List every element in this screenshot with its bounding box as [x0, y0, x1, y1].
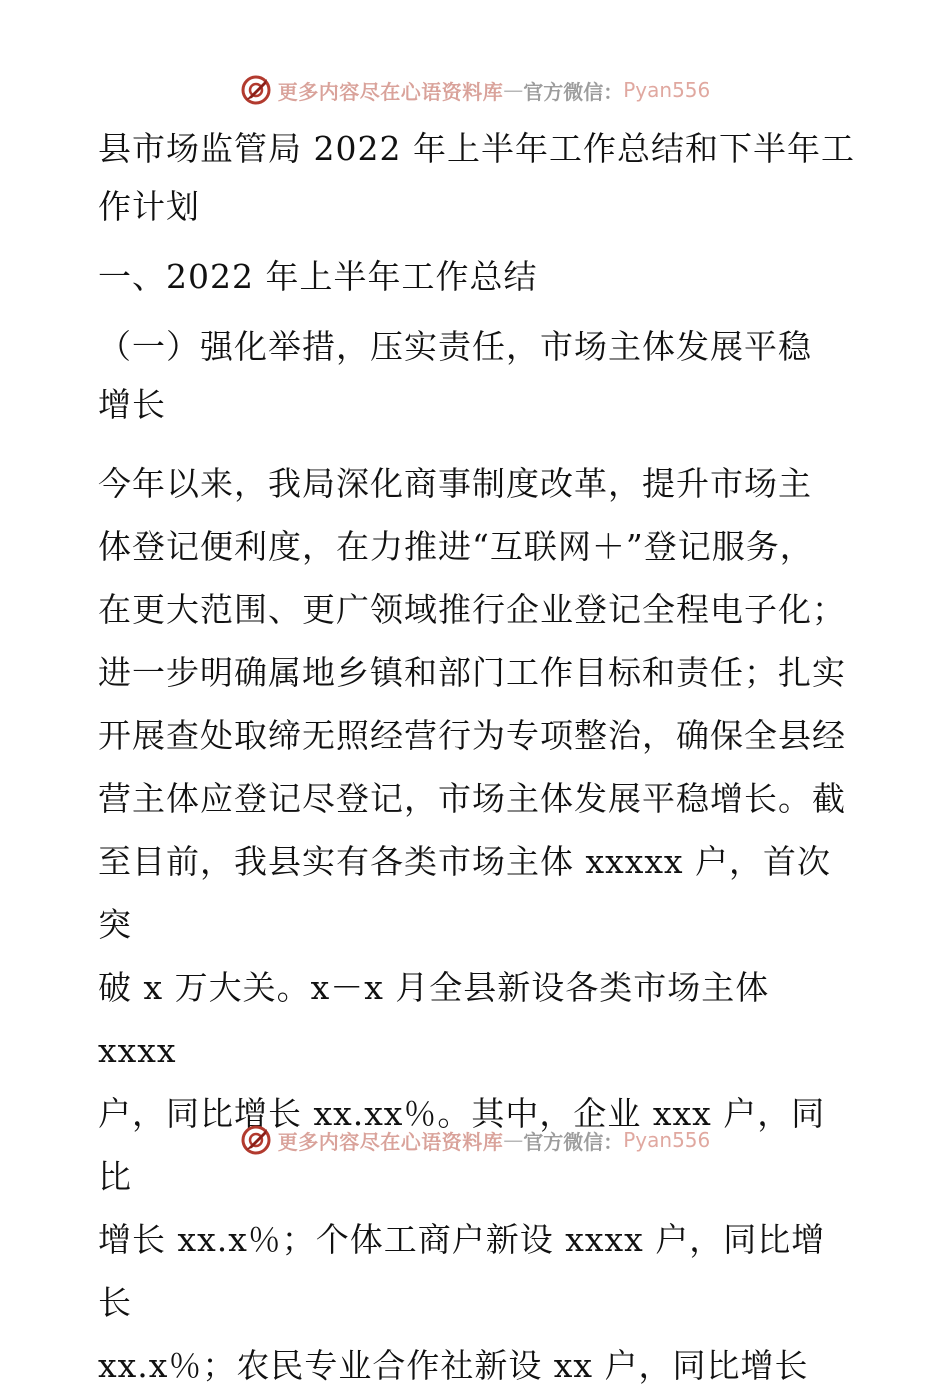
paragraph-line: 进一步明确属地乡镇和部门工作目标和责任；扎实 — [98, 653, 846, 692]
paragraph-line: 在更大范围、更广领域推行企业登记全程电子化； — [98, 590, 846, 629]
watermark-logo-icon — [240, 1124, 272, 1156]
watermark-main-text: 更多内容尽在心语资料库 — [277, 1129, 504, 1154]
document-title — [98, 120, 858, 236]
watermark-main-text: 更多内容尽在心语资料库 — [277, 79, 504, 104]
watermark-wechat-id: Pyan556 — [623, 78, 711, 102]
watermark-footer — [0, 1120, 950, 1160]
watermark-separator: — — [503, 78, 524, 102]
paragraph-line: 今年以来，我局深化商事制度改革，提升市场主 — [98, 464, 812, 503]
document-body — [98, 120, 858, 1397]
paragraph-line: 户，同比增长 xx.xx％。其中，企业 xxx 户，同比 — [98, 1094, 826, 1196]
subsection-heading — [98, 318, 858, 434]
title-line-1: 县市场监管局 2022 年上半年工作总结和下半年工 — [98, 129, 855, 168]
watermark-header — [0, 70, 950, 110]
paragraph-line: 开展查处取缔无照经营行为专项整治，确保全县经 — [98, 716, 846, 755]
body-paragraph — [98, 452, 858, 1397]
paragraph-line: 至目前，我县实有各类市场主体 xxxxx 户，首次突 — [98, 842, 832, 944]
watermark-wechat-label: 官方微信： — [523, 1129, 624, 1154]
title-line-2: 作计划 — [98, 187, 200, 226]
section-heading: 一、2022 年上半年工作总结 — [98, 257, 538, 296]
subsection-line-1: （一）强化举措，压实责任，市场主体发展平稳 — [98, 327, 812, 366]
watermark-wechat-label: 官方微信： — [523, 79, 624, 104]
watermark-logo-icon — [240, 74, 272, 106]
paragraph-line: 营主体应登记尽登记，市场主体发展平稳增长。截 — [98, 779, 846, 818]
paragraph-line: 增长 xx.x％；个体工商户新设 xxxx 户，同比增长 — [98, 1220, 826, 1322]
paragraph-line: xx.x％；农民专业合作社新设 xx 户，同比增长 — [98, 1346, 809, 1385]
paragraph-line: 破 x 万大关。x－x 月全县新设各类市场主体 xxxx — [98, 968, 770, 1070]
paragraph-line: 体登记便利度，在力推进“互联网＋”登记服务， — [98, 527, 814, 566]
watermark-wechat-id: Pyan556 — [623, 1128, 711, 1152]
subsection-line-2: 增长 — [98, 385, 166, 424]
watermark-separator: — — [503, 1128, 524, 1152]
